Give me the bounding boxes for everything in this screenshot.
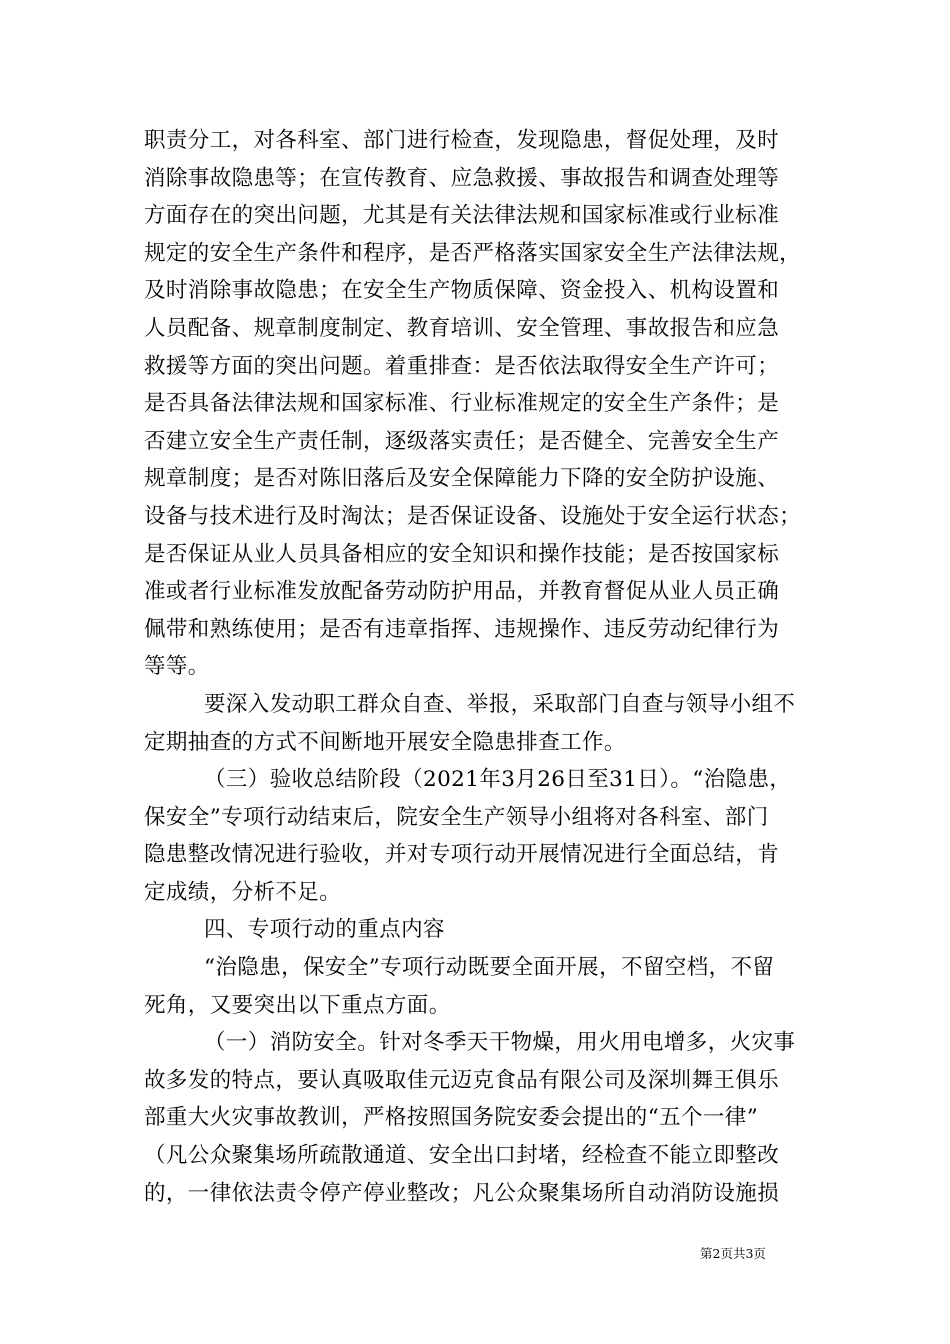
document-body (144, 122, 814, 1212)
text-line: 等等。 (144, 654, 210, 680)
text-line: 隐患整改情况进行验收，并对专项行动开展情况进行全面总结，肯 (144, 842, 780, 868)
text-line: 佩带和熟练使用；是否有违章指挥、违规操作、违反劳动纪律行为 (144, 616, 780, 642)
page-number: 第2页共3页 (700, 1246, 766, 1261)
text-line: 故多发的特点，要认真吸取佳元迈克食品有限公司及深圳舞王俱乐 (144, 1067, 780, 1093)
text-line: 四、专项行动的重点内容 (204, 917, 445, 943)
text-line: （凡公众聚集场所疏散通道、安全出口封堵，经检查不能立即整改 (144, 1143, 780, 1169)
text-line: 方面存在的突出问题，尤其是有关法律法规和国家标准或行业标准 (144, 203, 780, 229)
text-line: （三）验收总结阶段（2021年3月26日至31日）。“治隐患， (204, 767, 792, 793)
text-line: 规定的安全生产条件和程序，是否严格落实国家安全生产法律法规， (144, 240, 802, 266)
text-line: “治隐患，保安全”专项行动既要全面开展，不留空档，不留 (204, 955, 775, 981)
text-line: 否建立安全生产责任制，逐级落实责任；是否健全、完善安全生产 (144, 428, 780, 454)
text-line: 定期抽查的方式不间断地开展安全隐患排查工作。 (144, 729, 626, 755)
text-line: 职责分工，对各科室、部门进行检查，发现隐患，督促处理，及时 (144, 128, 780, 153)
text-line: 是否具备法律法规和国家标准、行业标准规定的安全生产条件；是 (144, 391, 780, 417)
text-line: 人员配备、规章制度制定、教育培训、安全管理、事故报告和应急 (144, 315, 780, 341)
text-line: 消除事故隐患等；在宣传教育、应急救援、事故报告和调查处理等 (144, 165, 780, 191)
text-line: 死角，又要突出以下重点方面。 (144, 992, 451, 1018)
text-line: 设备与技术进行及时淘汰；是否保证设备、设施处于安全运行状态； (144, 503, 802, 529)
text-line: （一）消防安全。针对冬季天干物燥，用火用电增多，火灾事 (204, 1030, 796, 1056)
text-line: 部重大火灾事故教训，严格按照国务院安委会提出的“五个一律” (144, 1105, 759, 1131)
text-line: 救援等方面的突出问题。着重排查：是否依法取得安全生产许可； (144, 353, 780, 379)
text-line: 及时消除事故隐患；在安全生产物质保障、资金投入、机构设置和 (144, 278, 780, 304)
text-line: 保安全”专项行动结束后，院安全生产领导小组将对各科室、部门 (144, 804, 769, 830)
text-line: 要深入发动职工群众自查、举报，采取部门自查与领导小组不 (204, 691, 796, 717)
text-line: 的，一律依法责令停产停业整改；凡公众聚集场所自动消防设施损 (144, 1180, 780, 1206)
text-line: 准或者行业标准发放配备劳动防护用品，并教育督促从业人员正确 (144, 579, 780, 605)
text-line: 是否保证从业人员具备相应的安全知识和操作技能；是否按国家标 (144, 541, 780, 567)
text-line: 规章制度；是否对陈旧落后及安全保障能力下降的安全防护设施、 (144, 466, 780, 492)
text-line: 定成绩，分析不足。 (144, 879, 342, 905)
